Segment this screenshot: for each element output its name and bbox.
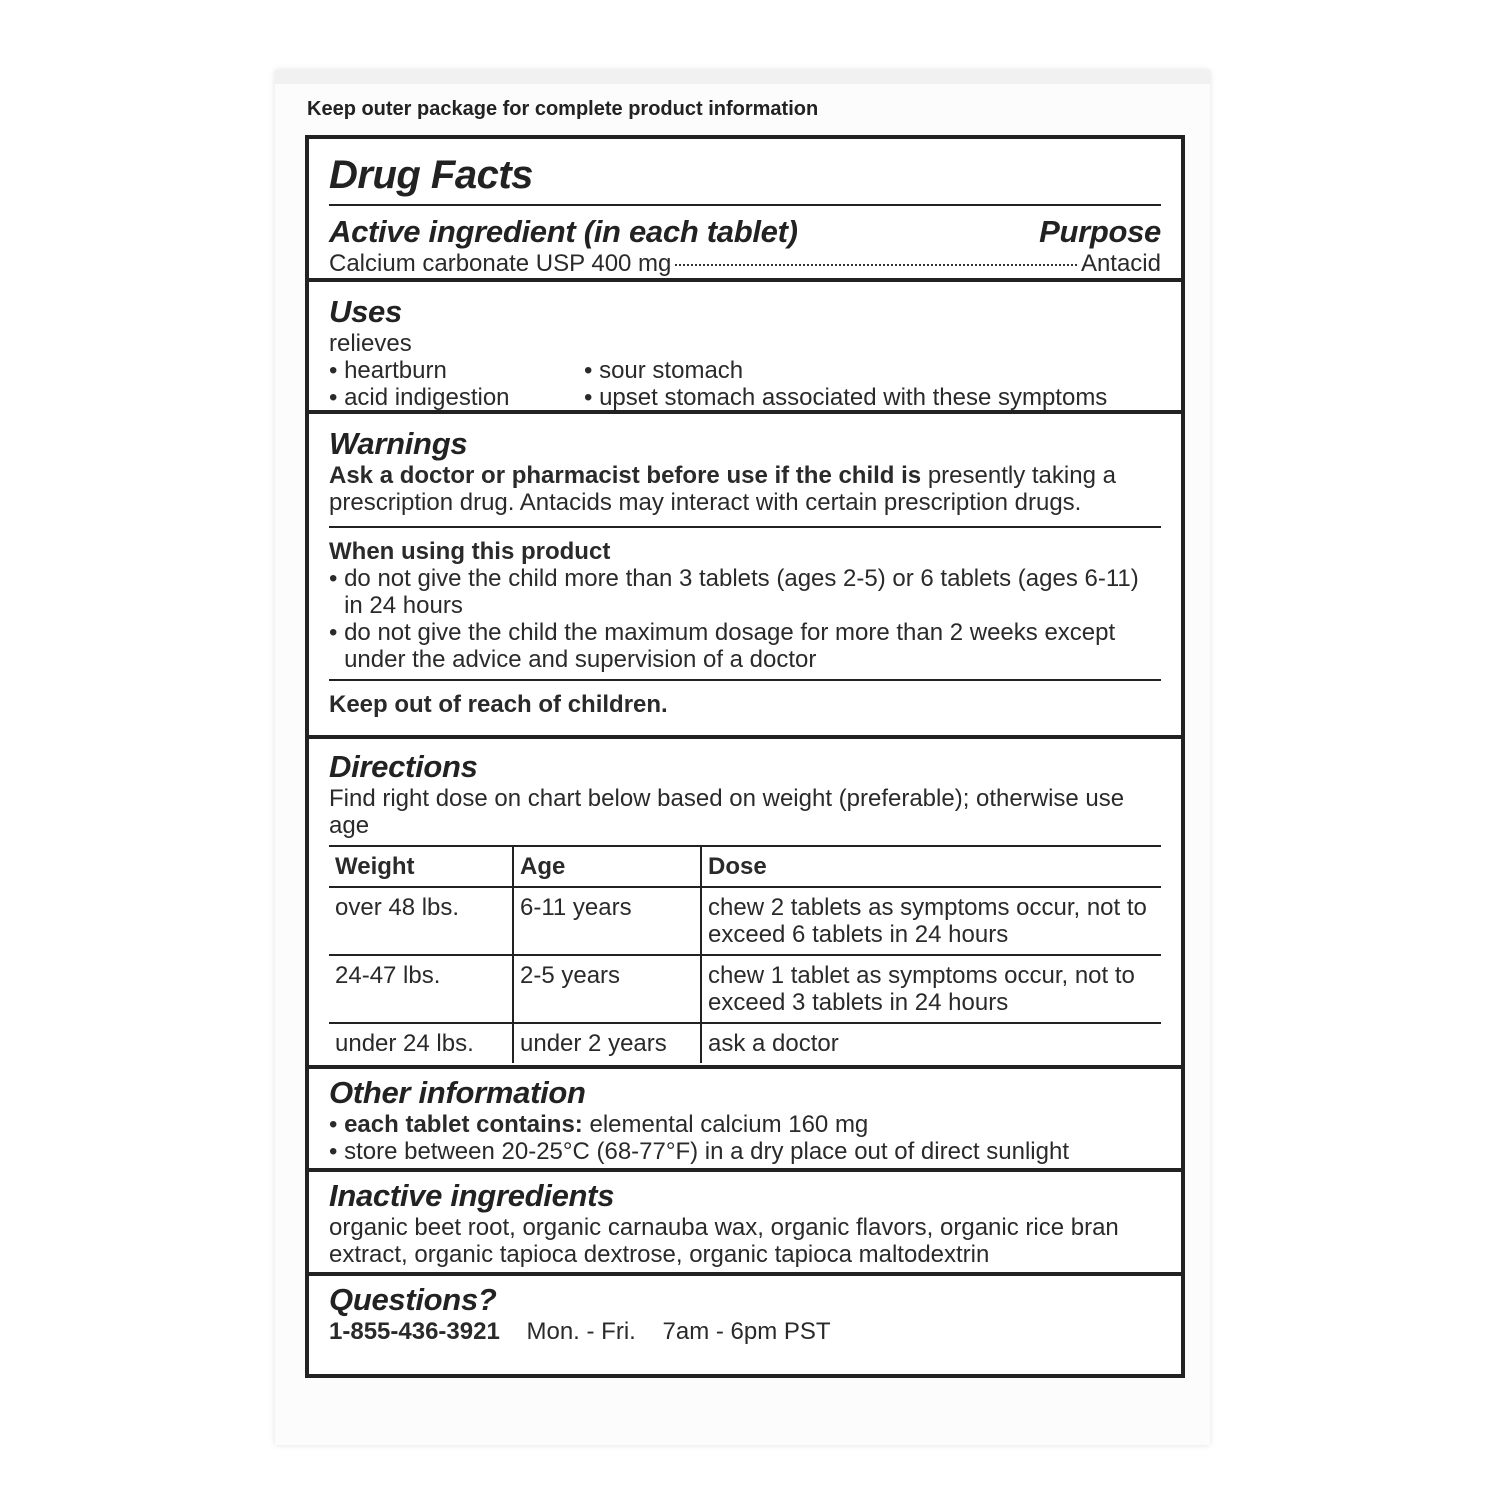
table-row: under 24 lbs. under 2 years ask a doctor — [329, 1023, 1161, 1063]
uses-section — [309, 282, 1181, 414]
when-item: • do not give the child more than 3 tablets (ages 2-5) or 6 tablets (ages 6-11) in 24 hours — [329, 565, 1139, 619]
when-item: • do not give the child the maximum dosage for more than 2 weeks except under the advice and supervision of a doctor — [329, 619, 1116, 673]
drug-facts-title: Drug Facts — [329, 153, 533, 197]
header-note: Keep outer package for complete product information — [307, 98, 819, 120]
column-header: Weight — [329, 846, 513, 887]
use-item: • heartburn — [329, 357, 447, 384]
other-info-section — [309, 1069, 1181, 1172]
directions-section — [309, 739, 1181, 1069]
days: Mon. - Fri. — [526, 1318, 636, 1345]
questions-section — [309, 1276, 1181, 1376]
other-item: • store between 20-25°C (68-77°F) in a dry place out of direct sunlight — [329, 1138, 1069, 1165]
use-item: • upset stomach associated with these symptoms — [584, 384, 1108, 411]
inactive-text: organic beet root, organic carnauba wax, organic flavors, organic rice bran extract, organic tapioca dextrose, organic tapioca maltodextrin — [329, 1214, 1119, 1268]
directions-text: Find right dose on chart below based on weight (preferable); otherwise use age — [329, 785, 1125, 839]
column-header: Dose — [701, 846, 1161, 887]
inactive-section — [309, 1172, 1181, 1276]
active-ingredient: Calcium carbonate USP 400 mg — [329, 250, 672, 277]
use-item: • acid indigestion — [329, 384, 510, 411]
table-row: over 48 lbs. 6-11 years chew 2 tablets as symptoms occur, not to exceed 6 tablets in 24 hours — [329, 887, 1161, 955]
active-section — [309, 139, 1181, 282]
uses-heading: Uses — [329, 294, 402, 329]
purpose-heading: Purpose — [1039, 214, 1161, 249]
dot-leader — [675, 264, 1077, 266]
other-item: • each tablet contains: elemental calcium 160 mg — [329, 1111, 869, 1138]
keep-out-text: Keep out of reach of children. — [329, 691, 668, 718]
warnings-heading: Warnings — [329, 426, 468, 461]
ask-doctor-text: Ask a doctor or pharmacist before use if the child is presently taking a prescription drug. Antacids may interact with certain prescription drugs. — [329, 462, 1116, 516]
drug-facts-label — [305, 135, 1185, 1378]
warnings-section — [309, 414, 1181, 739]
column-header: Age — [513, 846, 701, 887]
dosage-table — [329, 845, 1161, 1063]
uses-intro: relieves — [329, 330, 412, 357]
when-using-heading: When using this product — [329, 538, 611, 565]
questions-heading: Questions? — [329, 1282, 497, 1317]
use-item: • sour stomach — [584, 357, 744, 384]
purpose: Antacid — [1080, 250, 1161, 277]
inactive-heading: Inactive ingredients — [329, 1178, 615, 1213]
directions-heading: Directions — [329, 749, 478, 784]
active-heading: Active ingredient (in each tablet) — [329, 214, 798, 249]
phone-number: 1-855-436-3921 — [329, 1318, 500, 1345]
hours: 7am - 6pm PST — [662, 1318, 831, 1345]
other-heading: Other information — [329, 1075, 586, 1110]
table-row: 24-47 lbs. 2-5 years chew 1 tablet as symptoms occur, not to exceed 3 tablets in 24 hours — [329, 955, 1161, 1023]
